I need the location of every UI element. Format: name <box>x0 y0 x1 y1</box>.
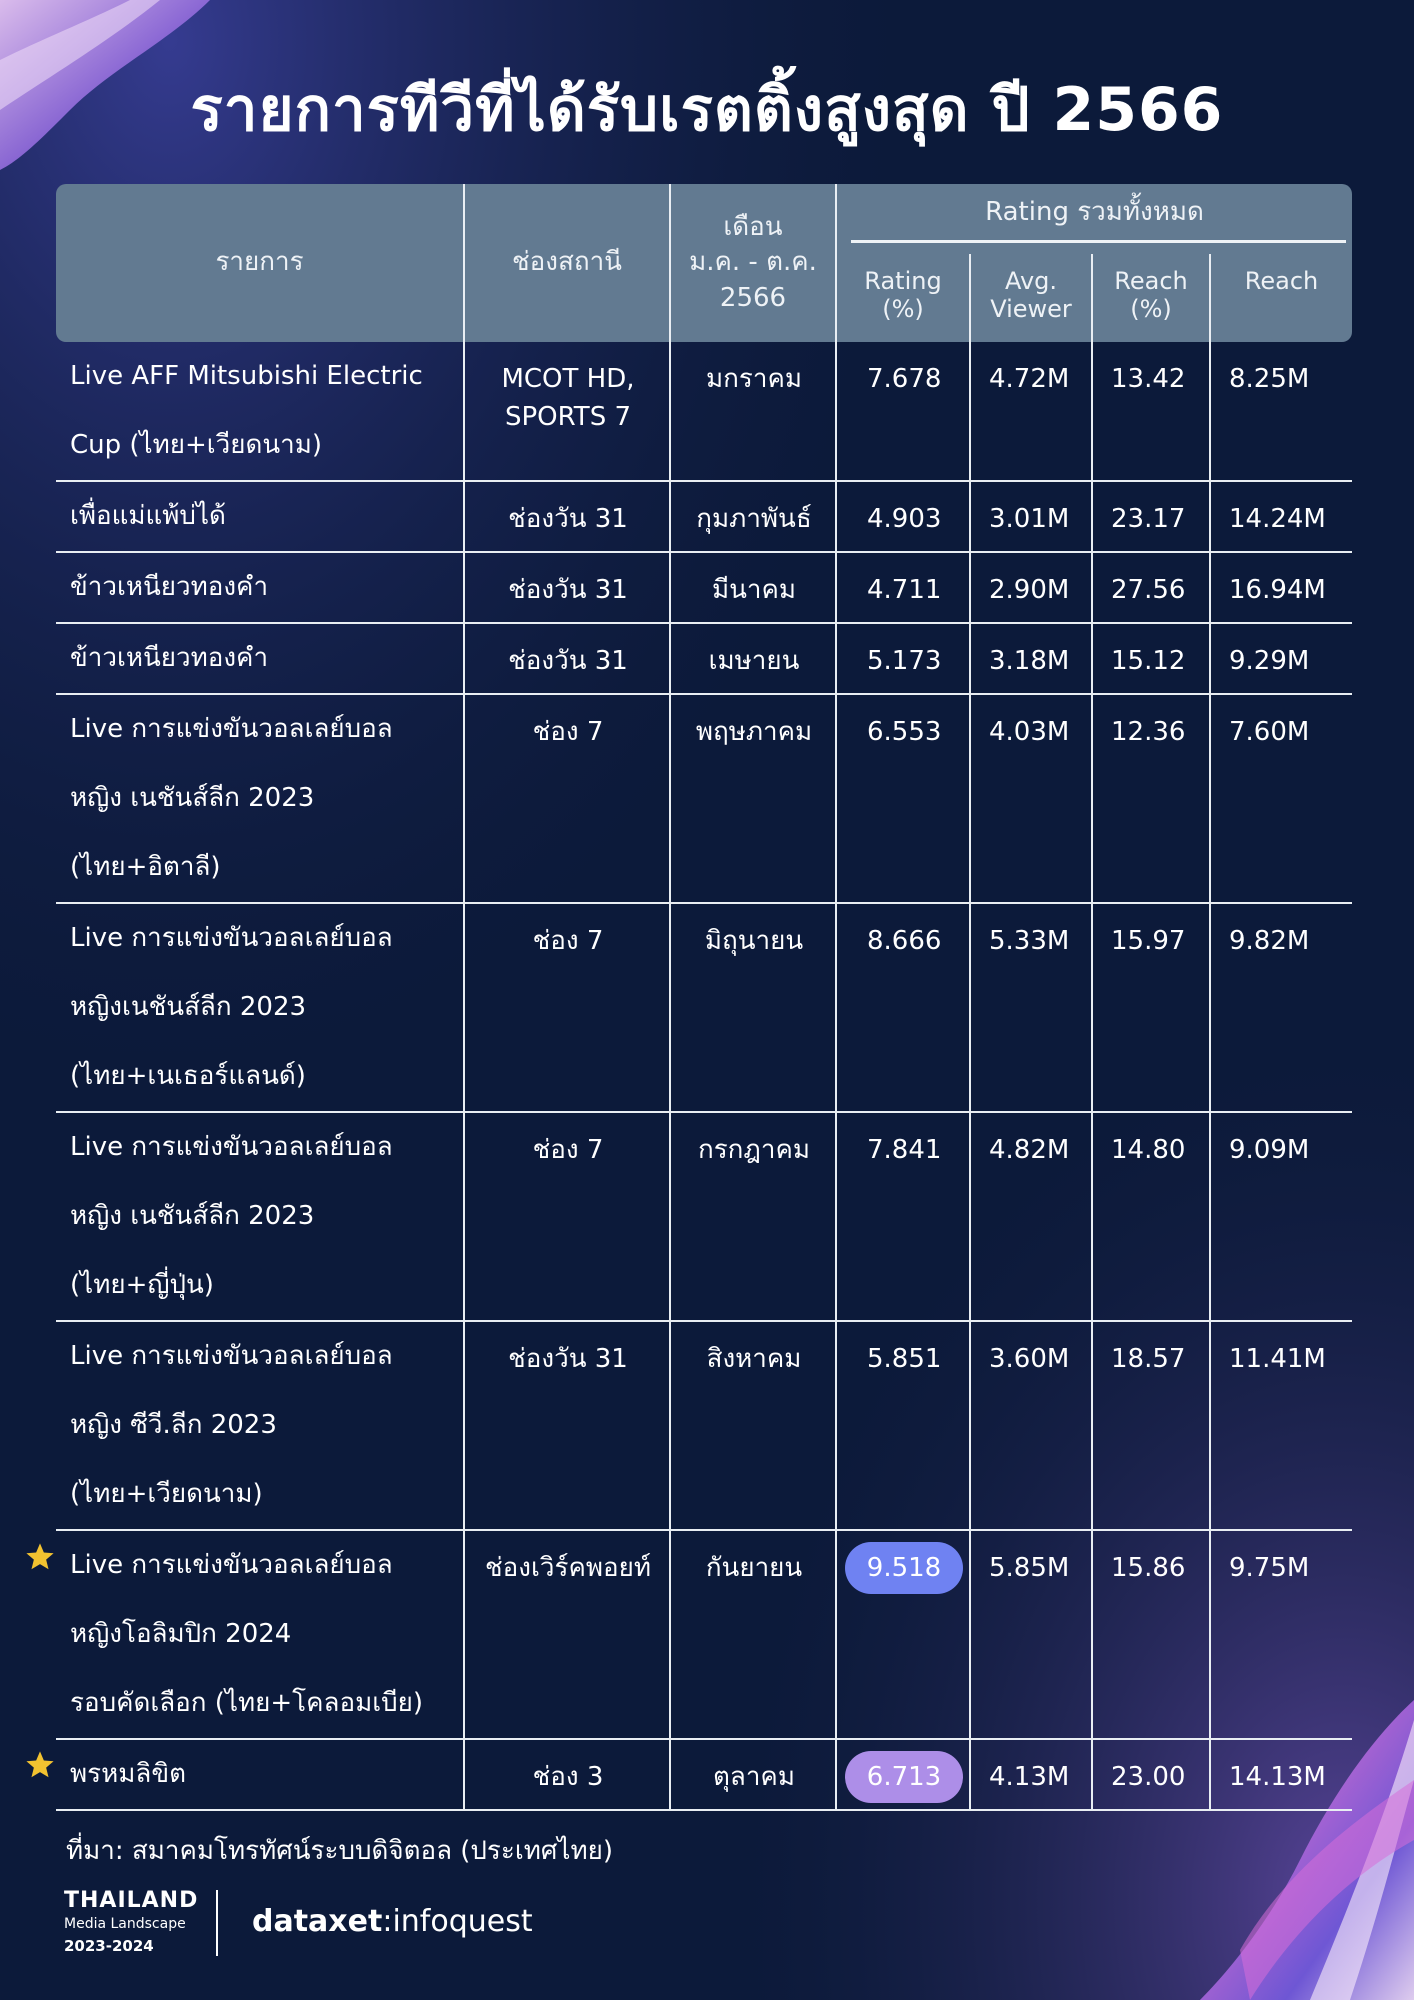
cell-rating: 7.841 <box>836 1112 970 1321</box>
footer-divider <box>216 1890 218 1956</box>
cell-month: มิถุนายน <box>670 903 836 1112</box>
header-reach-pct: Reach (%) <box>1092 254 1210 342</box>
cell-rating: 5.173 <box>836 623 970 694</box>
cell-reach-pct: 14.80 <box>1092 1112 1210 1321</box>
channel-line: ช่อง 7 <box>532 717 604 747</box>
program-line: ข้าวเหนียวทองคำ <box>70 572 269 602</box>
cell-avg-viewer: 3.01M <box>970 481 1092 552</box>
cell-reach: 14.24M <box>1210 481 1352 552</box>
cell-month: มกราคม <box>670 342 836 481</box>
cell-reach-pct: 13.42 <box>1092 342 1210 481</box>
cell-reach-pct: 27.56 <box>1092 552 1210 623</box>
program-line: (ไทย+เวียดนาม) <box>70 1479 263 1509</box>
footer-line2: Media Landscape <box>64 1916 186 1932</box>
table-row <box>56 342 1352 481</box>
footer-line3: 2023-2024 <box>64 1937 154 1955</box>
cell-month: สิงหาคม <box>670 1321 836 1530</box>
cell-month: กันยายน <box>670 1530 836 1739</box>
ratings-table <box>56 184 1352 1811</box>
cell-avg-viewer: 3.18M <box>970 623 1092 694</box>
cell-program <box>56 342 464 481</box>
program-line: Live AFF Mitsubishi Electric <box>70 361 423 391</box>
program-line: หญิง เนชันส์ลีก 2023 <box>70 783 315 813</box>
header-reach: Reach <box>1210 254 1352 342</box>
program-line: Live การแข่งขันวอลเลย์บอล <box>70 1341 393 1371</box>
cell-month: เมษายน <box>670 623 836 694</box>
table-row <box>56 903 1352 1112</box>
program-line: Live การแข่งขันวอลเลย์บอล <box>70 1132 393 1162</box>
channel-line: ช่องวัน 31 <box>508 504 628 534</box>
cell-program <box>56 623 464 694</box>
cell-channel <box>464 903 670 1112</box>
cell-rating: 4.903 <box>836 481 970 552</box>
cell-avg-viewer: 4.82M <box>970 1112 1092 1321</box>
brand-dataxet: dataxet <box>252 1904 383 1939</box>
cell-reach: 16.94M <box>1210 552 1352 623</box>
cell-reach-pct: 15.97 <box>1092 903 1210 1112</box>
program-line: Cup (ไทย+เวียดนาม) <box>70 430 323 460</box>
cell-program <box>56 694 464 903</box>
program-line: หญิงเนชันส์ลีก 2023 <box>70 992 307 1022</box>
page-title: รายการทีวีที่ได้รับเรตติ้งสูงสุด ปี 2566 <box>190 75 1224 145</box>
program-line: รอบคัดเลือก (ไทย+โคลอมเบีย) <box>70 1688 423 1718</box>
cell-program <box>56 481 464 552</box>
cell-channel <box>464 1112 670 1321</box>
channel-line: ช่องเวิร์คพอยท์ <box>485 1553 651 1583</box>
cell-avg-viewer: 4.72M <box>970 342 1092 481</box>
cell-reach-pct: 23.17 <box>1092 481 1210 552</box>
channel-line: ช่องวัน 31 <box>508 575 628 605</box>
star-icon <box>24 1541 56 1573</box>
cell-avg-viewer: 5.85M <box>970 1530 1092 1739</box>
cell-reach-pct: 23.00 <box>1092 1739 1210 1810</box>
star-icon <box>24 1749 56 1781</box>
cell-program <box>56 552 464 623</box>
program-line: เพื่อแม่แพ้บ่ได้ <box>70 501 226 531</box>
program-line: Live การแข่งขันวอลเลย์บอล <box>70 1550 393 1580</box>
cell-rating: 5.851 <box>836 1321 970 1530</box>
program-line: Live การแข่งขันวอลเลย์บอล <box>70 923 393 953</box>
cell-reach-pct: 15.12 <box>1092 623 1210 694</box>
header-rating-group: Rating รวมทั้งหมด <box>836 184 1352 254</box>
cell-avg-viewer: 2.90M <box>970 552 1092 623</box>
program-line: หญิง ซีวี.ลีก 2023 <box>70 1410 277 1440</box>
program-line: (ไทย+อิตาลี) <box>70 852 221 882</box>
cell-rating: 7.678 <box>836 342 970 481</box>
cell-channel <box>464 623 670 694</box>
channel-line: SPORTS 7 <box>504 402 631 432</box>
header-channel: ช่องสถานี <box>464 184 670 342</box>
cell-month: กรกฎาคม <box>670 1112 836 1321</box>
cell-avg-viewer: 4.13M <box>970 1739 1092 1810</box>
program-line: ข้าวเหนียวทองคำ <box>70 643 269 673</box>
channel-line: MCOT HD, <box>501 364 635 394</box>
table-row <box>56 552 1352 623</box>
channel-line: ช่อง 3 <box>532 1762 604 1792</box>
cell-reach: 9.75M <box>1210 1530 1352 1739</box>
cell-reach: 14.13M <box>1210 1739 1352 1810</box>
footer-line1: THAILAND <box>64 1888 199 1913</box>
brand-separator: : <box>382 1904 393 1939</box>
cell-channel <box>464 481 670 552</box>
program-line: หญิงโอลิมปิก 2024 <box>70 1619 292 1649</box>
cell-rating: 8.666 <box>836 903 970 1112</box>
table-row <box>56 1112 1352 1321</box>
cell-rating: 4.711 <box>836 552 970 623</box>
table-row <box>56 694 1352 903</box>
source-note: ที่มา: สมาคมโทรทัศน์ระบบดิจิตอล (ประเทศไทย) <box>66 1836 613 1866</box>
program-line: หญิง เนชันส์ลีก 2023 <box>70 1201 315 1231</box>
table-row <box>56 623 1352 694</box>
cell-channel <box>464 694 670 903</box>
rating-highlight-badge: 9.518 <box>845 1542 963 1594</box>
cell-month: กุมภาพันธ์ <box>670 481 836 552</box>
cell-rating <box>836 1739 970 1810</box>
cell-reach-pct: 15.86 <box>1092 1530 1210 1739</box>
cell-program <box>56 1739 464 1810</box>
program-line: พรหมลิขิต <box>70 1759 186 1789</box>
cell-channel <box>464 552 670 623</box>
cell-month: ตุลาคม <box>670 1739 836 1810</box>
cell-rating: 6.553 <box>836 694 970 903</box>
cell-avg-viewer: 4.03M <box>970 694 1092 903</box>
cell-channel <box>464 1530 670 1739</box>
cell-channel <box>464 1321 670 1530</box>
cell-reach: 9.09M <box>1210 1112 1352 1321</box>
cell-reach: 7.60M <box>1210 694 1352 903</box>
cell-reach: 9.29M <box>1210 623 1352 694</box>
cell-rating <box>836 1530 970 1739</box>
cell-reach-pct: 12.36 <box>1092 694 1210 903</box>
table-row <box>56 1739 1352 1810</box>
cell-reach: 11.41M <box>1210 1321 1352 1530</box>
program-line: (ไทย+เนเธอร์แลนด์) <box>70 1061 306 1091</box>
cell-channel <box>464 1739 670 1810</box>
cell-month: มีนาคม <box>670 552 836 623</box>
cell-reach: 8.25M <box>1210 342 1352 481</box>
rating-highlight-badge: 6.713 <box>845 1751 963 1803</box>
channel-line: ช่องวัน 31 <box>508 646 628 676</box>
channel-line: ช่อง 7 <box>532 926 604 956</box>
table-row <box>56 481 1352 552</box>
brand-infoquest: infoquest <box>392 1904 533 1939</box>
cell-program <box>56 1321 464 1530</box>
header-program: รายการ <box>56 184 464 342</box>
header-month: เดือน ม.ค. - ต.ค. 2566 <box>670 184 836 342</box>
cell-channel <box>464 342 670 481</box>
header-avg-viewer: Avg. Viewer <box>970 254 1092 342</box>
cell-avg-viewer: 5.33M <box>970 903 1092 1112</box>
program-line: (ไทย+ญี่ปุ่น) <box>70 1270 214 1300</box>
table-row <box>56 1321 1352 1530</box>
cell-program <box>56 903 464 1112</box>
cell-reach: 9.82M <box>1210 903 1352 1112</box>
channel-line: ช่อง 7 <box>532 1135 604 1165</box>
cell-month: พฤษภาคม <box>670 694 836 903</box>
cell-program <box>56 1112 464 1321</box>
cell-reach-pct: 18.57 <box>1092 1321 1210 1530</box>
table-row <box>56 1530 1352 1739</box>
footer-brand-thailand <box>64 1890 198 1954</box>
cell-program <box>56 1530 464 1739</box>
program-line: Live การแข่งขันวอลเลย์บอล <box>70 714 393 744</box>
channel-line: ช่องวัน 31 <box>508 1344 628 1374</box>
header-rating: Rating (%) <box>836 254 970 342</box>
footer-logo <box>252 1904 533 1939</box>
cell-avg-viewer: 3.60M <box>970 1321 1092 1530</box>
